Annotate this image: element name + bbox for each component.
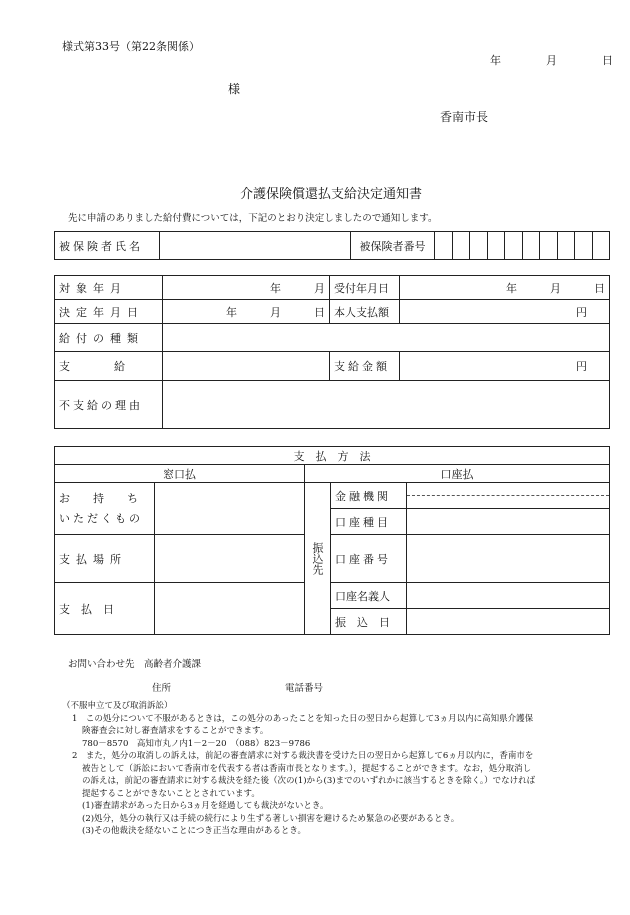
payment-place-label: 支払場所 <box>55 535 155 583</box>
issuer: 香南市長 <box>440 110 489 124</box>
target-month-value[interactable]: 年 月 <box>163 276 330 300</box>
self-pay-label: 本人支払額 <box>330 300 400 324</box>
number-box[interactable] <box>522 232 540 260</box>
appeal-heading: （不服申立て及び取消訴訟） <box>62 701 173 711</box>
insured-number-label: 被保険者番号 <box>351 232 435 260</box>
account-holder-value[interactable] <box>407 583 610 609</box>
payment-value[interactable] <box>163 352 330 381</box>
insured-table <box>54 231 610 260</box>
appeal-sub-2: (2)処分，処分の執行又は手続の続行により生ずる著しい損害を避けるため緊急の必要があるとき。 <box>82 813 460 824</box>
form-number: 様式第33号（第22条関係） <box>62 40 200 53</box>
self-pay-unit: 円 <box>576 305 587 319</box>
payment-amount-value[interactable] <box>400 352 610 381</box>
appeal-item-1c: 780－8570 高知市丸ノ内1－2－20 （088）823－9786 <box>82 738 311 749</box>
number-box[interactable] <box>592 232 610 260</box>
decision-date-label: 決定年月日 <box>55 300 163 324</box>
document-title: 介護保険償還払支給決定通知書 <box>240 187 423 202</box>
bank-label: 金融機関 <box>331 483 407 509</box>
transfer-date-value[interactable] <box>407 609 610 635</box>
insured-name-field[interactable] <box>160 232 351 260</box>
payment-place-value[interactable] <box>155 535 305 583</box>
payment-date-label: 支 払 日 <box>55 583 155 635</box>
self-pay-value[interactable] <box>400 300 610 324</box>
appeal-item-1: 1 この処分について不服があるときは，この処分のあったことを知った日の翌日から起算して3ヵ月以内に高知県介護保 <box>72 713 534 724</box>
transfer-destination-label: 振込先 <box>305 483 331 635</box>
items-to-bring-label <box>55 483 155 535</box>
bank-value[interactable] <box>407 483 610 509</box>
payment-amount-unit: 円 <box>576 360 587 373</box>
payment-method-title: 支 払 方 法 <box>55 447 610 465</box>
date-year: 年 <box>490 54 501 67</box>
appeal-sub-1: (1)審査請求があった日から3ヵ月を経過しても裁決がないとき。 <box>82 801 329 811</box>
account-number-value[interactable] <box>407 535 610 583</box>
number-box[interactable] <box>575 232 593 260</box>
non-payment-reason-label: 不支給の理由 <box>55 381 163 429</box>
payment-date-value[interactable] <box>155 583 305 635</box>
contact-label: お問い合わせ先 高齢者介護課 <box>68 659 202 670</box>
appeal-item-2c: の訴えは，前記の審査請求に対する裁決を経た後（次の(1)から(3)までのいずれかに該当するときを除く。）でなければ <box>82 776 536 786</box>
non-payment-reason-value[interactable] <box>163 381 610 429</box>
decision-date-value[interactable]: 年 月 日 <box>163 300 330 324</box>
decision-table <box>54 275 610 429</box>
appeal-sub-3: (3)その他裁決を経ないことにつき正当な理由があるとき。 <box>82 826 307 836</box>
intro-text: 先に申請のありました給付費については，下記のとおり決定しましたので通知します。 <box>68 213 438 224</box>
payment-amount-label: 支給金額 <box>330 352 400 381</box>
appeal-item-2: 2 また，処分の取消しの訴えは，前記の審査請求に対する裁決書を受けた日の翌日から起算して6ヵ月以内に，香南市を <box>72 751 534 761</box>
insured-name-label: 被保険者氏名 <box>55 232 160 260</box>
target-month-label: 対象年月 <box>55 276 163 300</box>
account-type-label: 口座種目 <box>331 509 407 535</box>
date-month: 月 <box>546 54 557 67</box>
appeal-item-2d: 提起することができないこととされています。 <box>82 788 260 799</box>
date-line <box>490 52 613 68</box>
account-holder-label: 口座名義人 <box>331 583 407 609</box>
date-day: 日 <box>602 54 613 67</box>
addressee-suffix: 様 <box>228 82 241 96</box>
number-box[interactable] <box>452 232 470 260</box>
number-box[interactable] <box>557 232 575 260</box>
items-to-bring-value[interactable] <box>155 483 305 535</box>
appeal-item-2b: 被告として（訴訟において香南市を代表する者は香南市長となります。），提起することができます。なお，処分取消し <box>82 763 532 774</box>
items-to-bring-line1: お 持 ち <box>59 491 144 505</box>
payment-label: 支 給 <box>55 352 163 381</box>
number-box[interactable] <box>435 232 453 260</box>
received-date-value[interactable]: 年 月 日 <box>400 276 610 300</box>
account-payment-header: 口座払 <box>305 465 610 483</box>
number-box[interactable] <box>487 232 505 260</box>
payment-method-table <box>54 446 610 635</box>
appeal-section <box>62 700 535 838</box>
appeal-item-1b: 険審査会に対し審査請求をすることができます。 <box>82 726 269 736</box>
number-box[interactable] <box>470 232 488 260</box>
items-to-bring-line2: いただくもの <box>59 511 143 525</box>
transfer-date-label: 振 込 日 <box>331 609 407 635</box>
account-number-label: 口座番号 <box>331 535 407 583</box>
benefit-type-value[interactable] <box>163 324 610 352</box>
number-box[interactable] <box>505 232 523 260</box>
window-payment-header: 窓口払 <box>55 465 305 483</box>
contact-phone: 電話番号 <box>285 683 324 694</box>
account-type-value[interactable] <box>407 509 610 535</box>
benefit-type-label: 給付の種類 <box>55 324 163 352</box>
contact-address: 住所 <box>152 683 172 694</box>
received-date-label: 受付年月日 <box>330 276 400 300</box>
number-box[interactable] <box>540 232 558 260</box>
